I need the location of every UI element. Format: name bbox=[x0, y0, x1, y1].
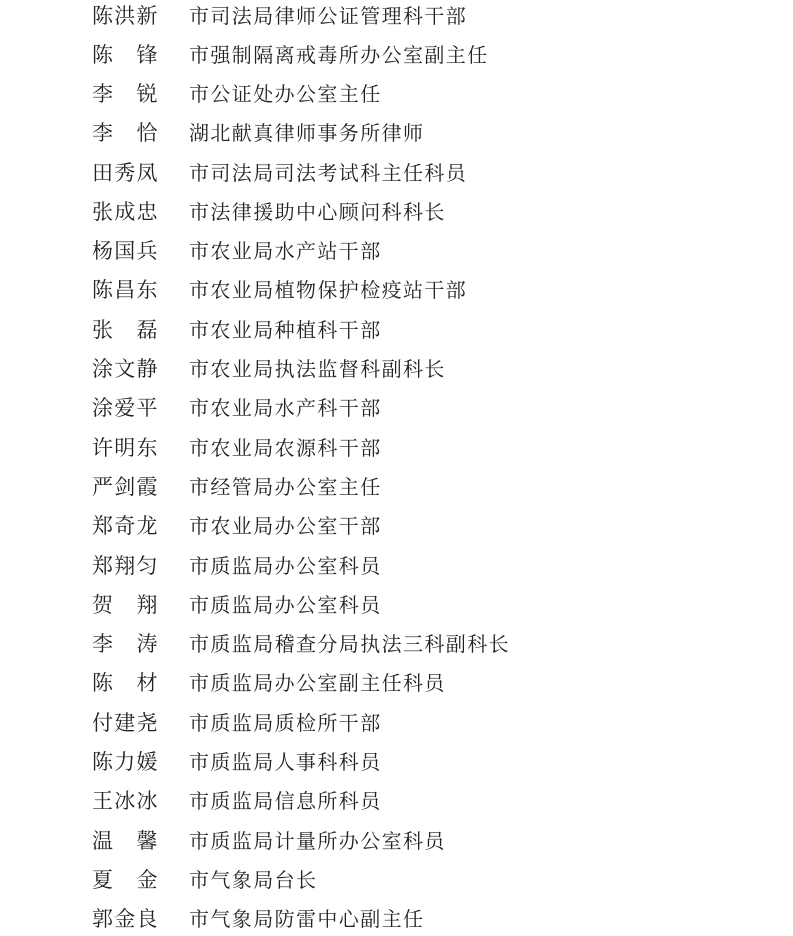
person-position: 市经管局办公室主任 bbox=[189, 475, 382, 499]
person-position: 市司法局司法考试科主任科员 bbox=[189, 161, 468, 185]
person-name: 田秀凤 bbox=[92, 161, 158, 185]
person-position: 市强制隔离戒毒所办公室副主任 bbox=[189, 43, 489, 67]
person-name: 郑翔匀 bbox=[92, 554, 158, 578]
person-name: 温 馨 bbox=[92, 829, 158, 853]
person-name: 严剑霞 bbox=[92, 475, 158, 499]
roster-row bbox=[0, 667, 793, 699]
person-position: 市农业局办公室干部 bbox=[189, 514, 382, 538]
roster-row bbox=[0, 314, 793, 346]
roster-row bbox=[0, 235, 793, 267]
roster-row bbox=[0, 825, 793, 857]
person-name: 张 磊 bbox=[92, 318, 158, 342]
person-position: 市农业局种植科干部 bbox=[189, 318, 382, 342]
roster-row bbox=[0, 0, 793, 32]
person-name: 陈力媛 bbox=[92, 750, 158, 774]
roster-row bbox=[0, 432, 793, 464]
roster-row bbox=[0, 39, 793, 71]
person-position: 市质监局人事科科员 bbox=[189, 750, 382, 774]
roster-row bbox=[0, 550, 793, 582]
person-name: 陈昌东 bbox=[92, 278, 158, 302]
person-name: 涂爱平 bbox=[92, 396, 158, 420]
roster-row bbox=[0, 510, 793, 542]
person-position: 市质监局办公室科员 bbox=[189, 554, 382, 578]
person-position: 市质监局质检所干部 bbox=[189, 711, 382, 735]
roster-row bbox=[0, 707, 793, 739]
person-position: 市农业局植物保护检疫站干部 bbox=[189, 278, 468, 302]
person-name: 张成忠 bbox=[92, 200, 158, 224]
person-position: 市质监局办公室副主任科员 bbox=[189, 671, 446, 695]
person-name: 许明东 bbox=[92, 436, 158, 460]
roster-row bbox=[0, 353, 793, 385]
roster-row bbox=[0, 471, 793, 503]
person-name: 付建尧 bbox=[92, 711, 158, 735]
person-position: 市气象局防雷中心副主任 bbox=[189, 907, 425, 931]
person-position: 市司法局律师公证管理科干部 bbox=[189, 4, 468, 28]
person-position: 市农业局执法监督科副科长 bbox=[189, 357, 446, 381]
person-position: 市农业局农源科干部 bbox=[189, 436, 382, 460]
roster-row bbox=[0, 589, 793, 621]
person-name: 李 锐 bbox=[92, 82, 158, 106]
person-name: 陈 锋 bbox=[92, 43, 158, 67]
person-position: 市质监局办公室科员 bbox=[189, 593, 382, 617]
person-name: 李 涛 bbox=[92, 632, 158, 656]
roster-row bbox=[0, 157, 793, 189]
roster-row bbox=[0, 746, 793, 778]
person-name: 杨国兵 bbox=[92, 239, 158, 263]
person-name: 王冰冰 bbox=[92, 789, 158, 813]
roster-row bbox=[0, 392, 793, 424]
person-name: 夏 金 bbox=[92, 868, 158, 892]
roster-row bbox=[0, 785, 793, 817]
roster-row bbox=[0, 903, 793, 935]
person-name: 郑奇龙 bbox=[92, 514, 158, 538]
roster-row bbox=[0, 78, 793, 110]
roster-row bbox=[0, 196, 793, 228]
roster-row bbox=[0, 274, 793, 306]
person-name: 李 恰 bbox=[92, 121, 158, 145]
person-name: 郭金良 bbox=[92, 907, 158, 931]
person-position: 市气象局台长 bbox=[189, 868, 318, 892]
person-position: 市法律援助中心顾问科科长 bbox=[189, 200, 446, 224]
roster-row bbox=[0, 864, 793, 896]
person-position: 市农业局水产站干部 bbox=[189, 239, 382, 263]
person-position: 市农业局水产科干部 bbox=[189, 396, 382, 420]
roster-row bbox=[0, 117, 793, 149]
person-name: 贺 翔 bbox=[92, 593, 158, 617]
person-name: 涂文静 bbox=[92, 357, 158, 381]
roster-row bbox=[0, 628, 793, 660]
person-position: 市质监局信息所科员 bbox=[189, 789, 382, 813]
person-position: 市公证处办公室主任 bbox=[189, 82, 382, 106]
person-name: 陈洪新 bbox=[92, 4, 158, 28]
person-position: 市质监局稽查分局执法三科副科长 bbox=[189, 632, 510, 656]
person-position: 湖北献真律师事务所律师 bbox=[189, 121, 425, 145]
person-name: 陈 材 bbox=[92, 671, 158, 695]
person-position: 市质监局计量所办公室科员 bbox=[189, 829, 446, 853]
